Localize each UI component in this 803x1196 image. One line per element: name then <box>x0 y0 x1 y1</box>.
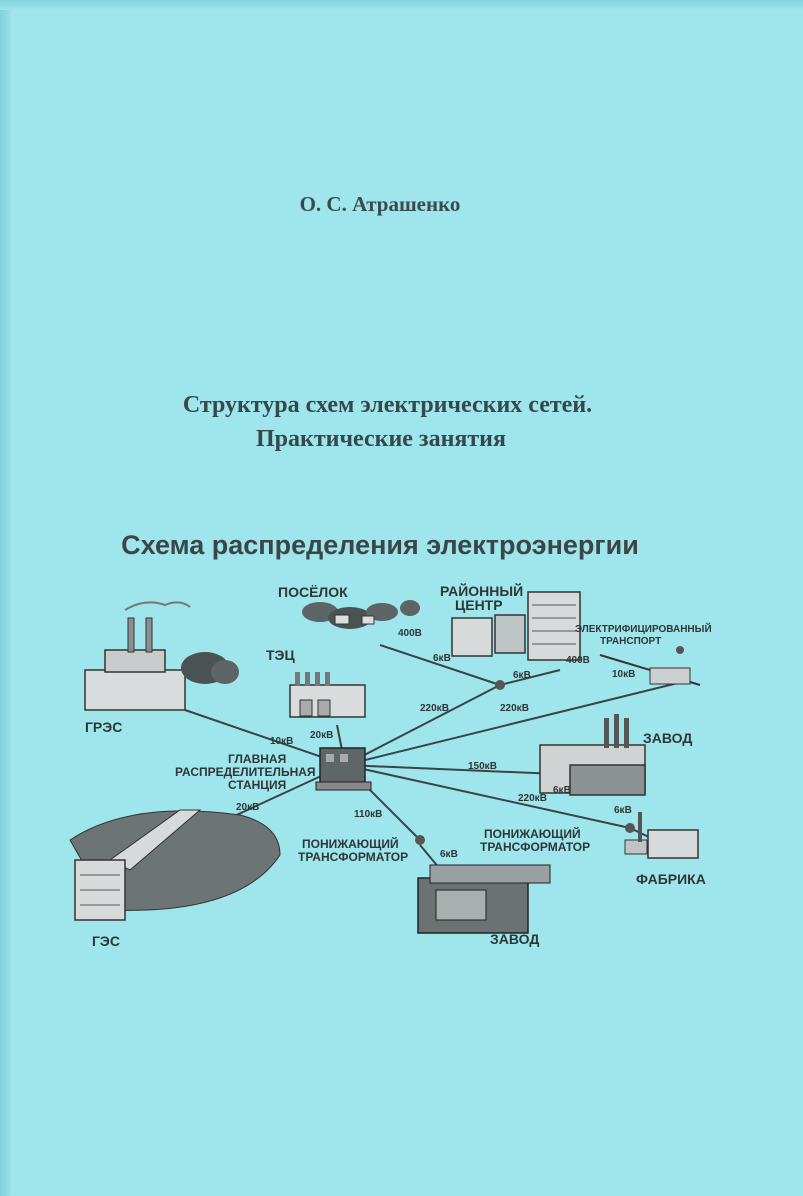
voltage-20kv-tec: 20кВ <box>310 730 334 741</box>
voltage-20kv-ges: 20кВ <box>236 802 260 813</box>
label-fabrika: ФАБРИКА <box>636 871 706 887</box>
label-gres: ГРЭС <box>85 719 123 735</box>
voltage-6kv-b: 6кВ <box>513 670 531 681</box>
label-transport-2: ТРАНСПОРТ <box>600 636 662 647</box>
tec-plant <box>290 672 365 717</box>
label-gs-3: СТАНЦИЯ <box>228 778 287 792</box>
gres-plant <box>85 602 239 710</box>
cover-top-edge <box>0 0 803 10</box>
label-rayon-1: РАЙОННЫЙ <box>440 583 524 599</box>
voltage-6kv-a: 6кВ <box>433 653 451 664</box>
zavod-bottom-factory <box>418 865 550 933</box>
voltage-400v-rayon: 400В <box>566 655 590 666</box>
voltage-150kv: 150кВ <box>468 761 497 772</box>
zavod-top-factory <box>540 714 645 795</box>
label-gs-1: ГЛАВНАЯ <box>228 752 287 766</box>
voltage-6kv-transformer: 6кВ <box>440 849 458 860</box>
voltage-6kv-fabrika: 6кВ <box>614 805 632 816</box>
power-distribution-scheme <box>0 560 803 960</box>
voltage-10kv-gres: 10кВ <box>270 736 294 747</box>
main-distribution-station <box>316 748 371 790</box>
voltage-220kv-c: 220кВ <box>518 793 547 804</box>
voltage-220kv-b: 220кВ <box>500 703 529 714</box>
label-zavod-bottom: ЗАВОД <box>490 931 540 947</box>
label-tr2-1: ПОНИЖАЮЩИЙ <box>484 827 581 841</box>
voltage-6kv-zavod: 6кВ <box>553 785 571 796</box>
voltage-400v-poselok: 400В <box>398 628 422 639</box>
label-transport-1: ЭЛЕКТРИФИЦИРОВАННЫЙ <box>575 624 712 635</box>
poselok-village <box>302 600 420 629</box>
fabrika-factory <box>625 812 698 858</box>
label-ges: ГЭС <box>92 933 121 949</box>
author-name: О. С. Атрашенко <box>299 192 461 216</box>
ges-hydro-plant <box>70 810 280 920</box>
label-zavod-top: ЗАВОД <box>643 730 693 746</box>
voltage-110kv: 110кВ <box>354 809 383 820</box>
voltage-10kv-transport: 10кВ <box>612 669 636 680</box>
label-gs-2: РАСПРЕДЕЛИТЕЛЬНАЯ <box>175 765 316 779</box>
label-poselok: ПОСЁЛОК <box>278 584 348 600</box>
label-tec: ТЭЦ <box>266 647 295 663</box>
book-title-line-1: Структура схем электрических сетей. <box>182 392 593 418</box>
label-tr2-2: ТРАНСФОРМАТОР <box>480 840 591 854</box>
diagram-title: Схема распределения электроэнергии <box>121 530 639 560</box>
label-tr1-1: ПОНИЖАЮЩИЙ <box>302 837 399 851</box>
label-tr1-2: ТРАНСФОРМАТОР <box>298 850 409 864</box>
voltage-220kv-a: 220кВ <box>420 703 449 714</box>
book-title-line-2: Практические занятия <box>256 426 506 452</box>
label-rayon-2: ЦЕНТР <box>455 597 503 613</box>
